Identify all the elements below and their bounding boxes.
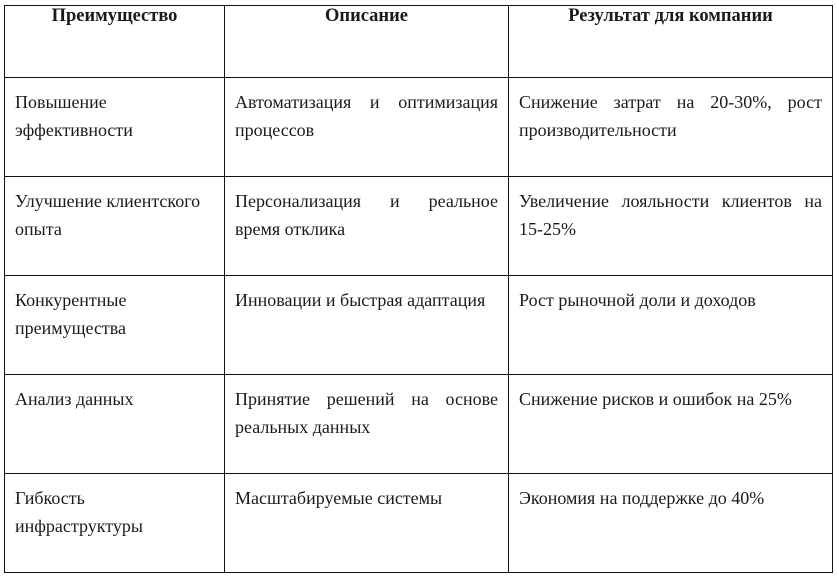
result-text: Снижение рисков и ошибок на 25% xyxy=(519,389,792,409)
advantage-text: Повышение эффективности xyxy=(15,92,133,140)
benefits-table xyxy=(4,5,833,573)
cell-result xyxy=(509,276,833,375)
cell-description xyxy=(225,276,509,375)
result-text: Рост рыночной доли и доходов xyxy=(519,290,756,310)
cell-result xyxy=(509,177,833,276)
table-row xyxy=(5,276,833,375)
table-row xyxy=(5,474,833,573)
cell-advantage xyxy=(5,474,225,573)
cell-description xyxy=(225,177,509,276)
advantage-text: Гибкость инфраструктуры xyxy=(15,488,143,536)
header-result: Результат для компании xyxy=(509,6,833,78)
cell-result xyxy=(509,474,833,573)
result-text: Увеличение лояльности клиентов на 15-25% xyxy=(519,191,822,239)
advantage-text: Анализ данных xyxy=(15,389,134,409)
description-text: Персонализация и реальное время отклика xyxy=(235,191,498,239)
cell-description xyxy=(225,474,509,573)
advantage-text: Конкурентные преимущества xyxy=(15,290,127,338)
result-text: Экономия на поддержке до 40% xyxy=(519,488,765,508)
result-text: Снижение затрат на 20-30%, рост производительности xyxy=(519,92,822,140)
description-text: Масштабируемые системы xyxy=(235,488,443,508)
cell-advantage xyxy=(5,177,225,276)
description-text: Автоматизация и оптимизация процессов xyxy=(235,92,498,140)
header-description: Описание xyxy=(225,6,509,78)
advantage-text: Улучшение клиентского опыта xyxy=(15,191,201,239)
header-advantage: Преимущество xyxy=(5,6,225,78)
description-text: Принятие решений на основе реальных данных xyxy=(235,389,498,437)
cell-result xyxy=(509,78,833,177)
table-row xyxy=(5,375,833,474)
cell-description xyxy=(225,78,509,177)
cell-result xyxy=(509,375,833,474)
cell-advantage xyxy=(5,78,225,177)
header-row xyxy=(5,6,833,78)
cell-advantage xyxy=(5,276,225,375)
table-row xyxy=(5,177,833,276)
table-body xyxy=(5,78,833,573)
cell-advantage xyxy=(5,375,225,474)
cell-description xyxy=(225,375,509,474)
table-header xyxy=(5,6,833,78)
description-text: Инновации и быстрая адаптация xyxy=(235,290,486,310)
table-row xyxy=(5,78,833,177)
